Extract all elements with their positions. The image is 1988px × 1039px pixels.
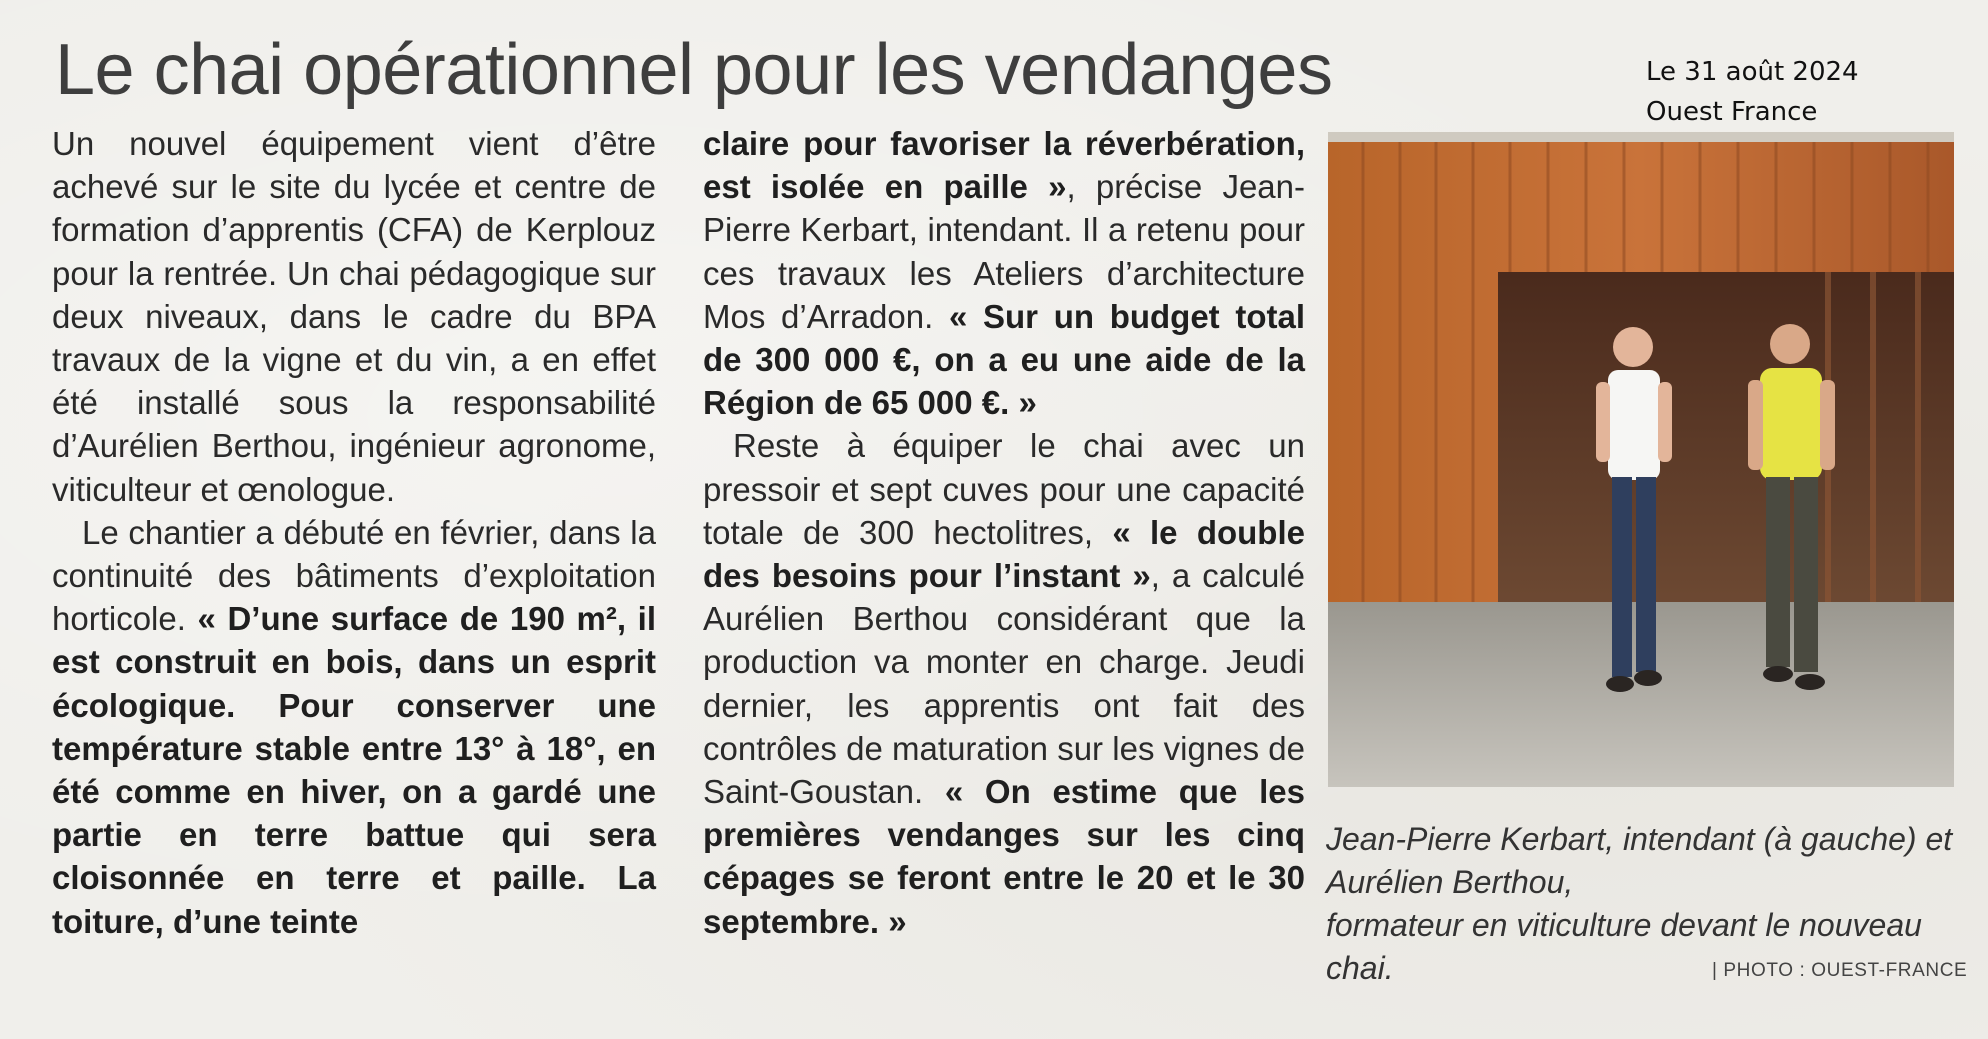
- paragraph-construction: [52, 511, 656, 943]
- publication-source: Ouest France: [1646, 97, 1818, 127]
- article-column-2: [703, 122, 1305, 943]
- construction-quote: « D’une surface de 190 m², il est construit en bois, dans un esprit écologique. Pour conserver une température stable entre 13° à 18°, en été comme en hiver, on a gardé une partie en terre battue qui sera cloisonnée en terre et paille. La toiture, d’une teinte: [52, 600, 656, 940]
- dateline: [1646, 52, 1859, 132]
- article-column-1: [52, 122, 656, 943]
- equipment-text: Reste à équiper le chai avec un pressoir et sept cuves pour une capacité totale de 300 hectolitres,: [703, 427, 1305, 551]
- chai-doorway: [1498, 272, 1954, 617]
- article-headline: Le chai opérationnel pour les vendanges: [55, 30, 1333, 110]
- construction-text: Le chantier a débuté en février, dans la continuité des bâtiments d’exploitation horticole.: [52, 513, 656, 638]
- caption-line-2: formateur en viticulture devant le nouveau chai.: [1326, 907, 1922, 986]
- article-photo: [1328, 132, 1954, 787]
- publication-date: Le 31 août 2024: [1646, 57, 1859, 87]
- paragraph-intro: Un nouvel équipement vient d’être achevé sur le site du lycée et centre de formation d’apprentis (CFA) de Kerplouz pour la rentrée. Un chai pédagogique sur deux niveaux, dans le cadre du BPA travaux de la vigne et du vin, a en effet été installé sous la responsabilité d’Aurélien Berthou, ingénieur agronome, viticulteur et œnologue.: [52, 125, 656, 508]
- budget-quote: « Sur un budget total de 300 000 €, on a eu une aide de la Région de 65 000 €. »: [703, 297, 1306, 422]
- photo-illustration: [1328, 132, 1954, 787]
- caption-line-1: Jean-Pierre Kerbart, intendant (à gauche) et Aurélien Berthou,: [1326, 821, 1953, 900]
- roof-quote: claire pour favoriser la réverbération, est isolée en paille »: [703, 125, 1305, 206]
- paragraph-budget: [703, 122, 1305, 424]
- harvest-quote: « On estime que les premières vendanges sur les cinq cépages se feront entre le 20 et le 30 septembre. »: [703, 773, 1305, 940]
- capacity-quote: « le double des besoins pour l’instant »: [703, 513, 1305, 595]
- photo-credit: | PHOTO : OUEST-FRANCE: [1712, 960, 1968, 981]
- budget-text: , précise Jean-Pierre Kerbart, intendant. Il a retenu pour ces travaux les Ateliers d’architecture Mos d’Arradon.: [703, 168, 1306, 335]
- maturation-text: , a calculé Aurélien Berthou considérant que la production va monter en charge. Jeudi dernier, les apprentis ont fait des contrôles de maturation sur les vignes de Saint-Goustan.: [703, 557, 1305, 811]
- paragraph-harvest: [703, 424, 1305, 942]
